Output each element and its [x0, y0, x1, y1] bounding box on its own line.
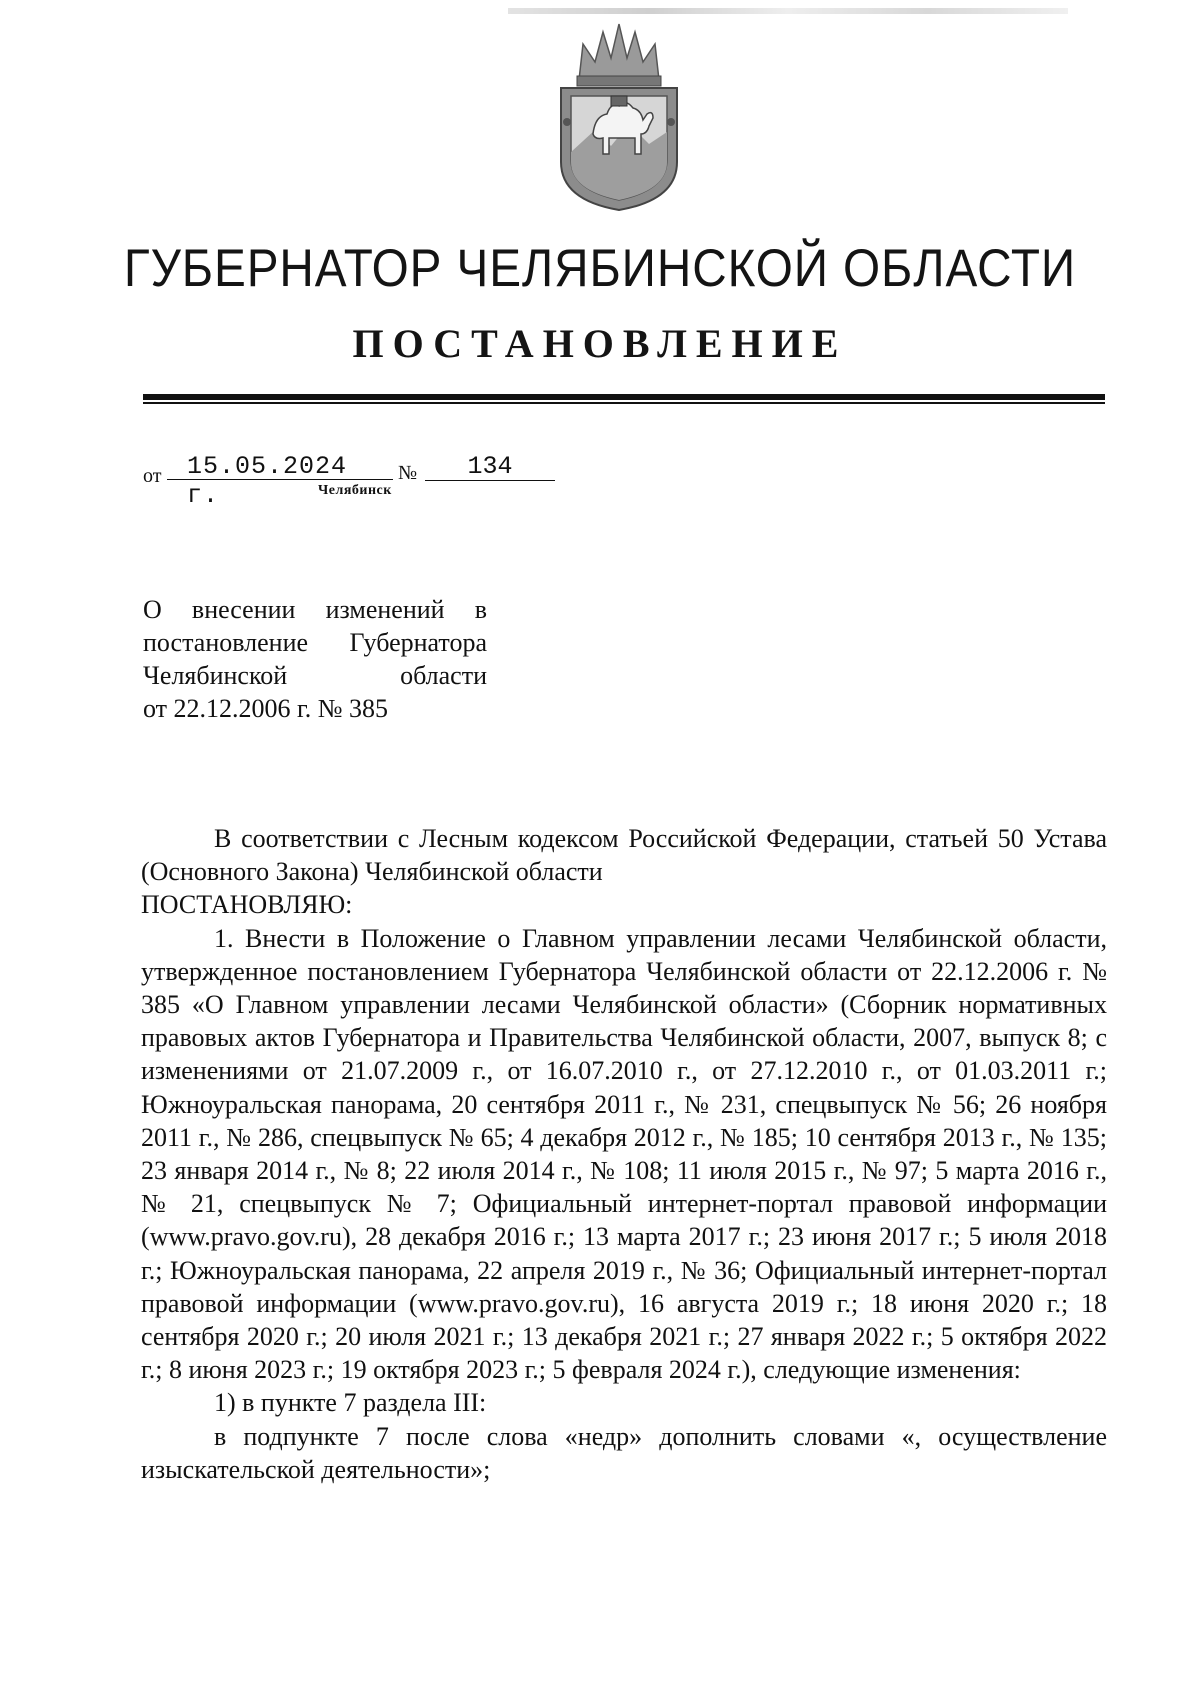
preamble-paragraph: В соответствии с Лесным кодексом Российской Федерации, статьей 50 Устава (Основного Закона) Челябинской области [141, 824, 1107, 887]
subject-line: постановление Губернатора [143, 628, 487, 657]
coat-of-arms-icon [549, 22, 689, 212]
document-type: ПОСТАНОВЛЕНИЕ [352, 321, 848, 366]
scan-artifact [508, 8, 1068, 14]
item-1-paragraph: 1. Внести в Положение о Главном управлении лесами Челябинской области, утвержденное постановлением Губернатора Челябинской области от 22.12.2006 г. № 385 «О Главном управлении лесами Челябинской области» (Сборник нормативных правовых актов Губернатора и Правительства Челябинской области, 2007, выпуск 8; с изменениями от 21.07.2009 г., от 16.07.2010 г., от 27.12.2010 г., от 01.03.2011 г.; Южноуральская панорама, 20 сентября 2011 г., № 231, спецвыпуск № 56; 26 ноября 2011 г., № 286, спецвыпуск № 65; 4 декабря 2012 г., № 185; 10 сентября 2013 г., № 135; 23 января 2014 г., № 8; 22 июля 2014 г., № 108; 11 июля 2015 г., № 97; 5 марта 2016 г., № 21, спецвыпуск № 7; Официальный интернет-портал правовой информации (www.pravo.gov.ru), 28 декабря 2016 г.; 13 марта 2017 г.; 23 июня 2017 г.; 5 июля 2018 г.; Южноуральская панорама, 22 апреля 2019 г., № 36; Официальный интернет-портал правовой информации (www.pravo.gov.ru), 16 августа 2019 г.; 18 июня 2020 г.; 18 сентября 2020 г.; 20 июля 2021 г.; 13 декабря 2021 г.; 27 января 2022 г.; 5 октября 2022 г.; 8 июня 2023 г.; 19 октября 2023 г.; 5 февраля 2024 г.), следующие изменения: [141, 923, 1107, 1385]
subject-line: О внесении изменений в [143, 595, 487, 624]
document-city: Челябинск [318, 483, 392, 498]
subitem-1-paragraph: в подпункте 7 после слова «недр» дополнить словами «, осуществление изыскательской деятельности»; [141, 1421, 1107, 1484]
header-rule-thick [143, 394, 1105, 400]
date-label: от [143, 465, 162, 487]
document-body [141, 822, 1107, 1486]
header-rule-thin [143, 402, 1105, 404]
subject-line: от 22.12.2006 г. № 385 [143, 694, 389, 723]
document-number: 134 [425, 452, 555, 481]
document-date: 15.05.2024 г. [167, 452, 393, 480]
subject-line: Челябинской области [143, 661, 487, 690]
document-subject [143, 593, 487, 725]
subitem-1-heading: 1) в пункте 7 раздела III: [214, 1388, 487, 1418]
number-label: № [398, 462, 418, 484]
authority-title: ГУБЕРНАТОР ЧЕЛЯБИНСКОЙ ОБЛАСТИ [123, 239, 1077, 298]
resolve-heading: ПОСТАНОВЛЯЮ: [141, 890, 353, 920]
